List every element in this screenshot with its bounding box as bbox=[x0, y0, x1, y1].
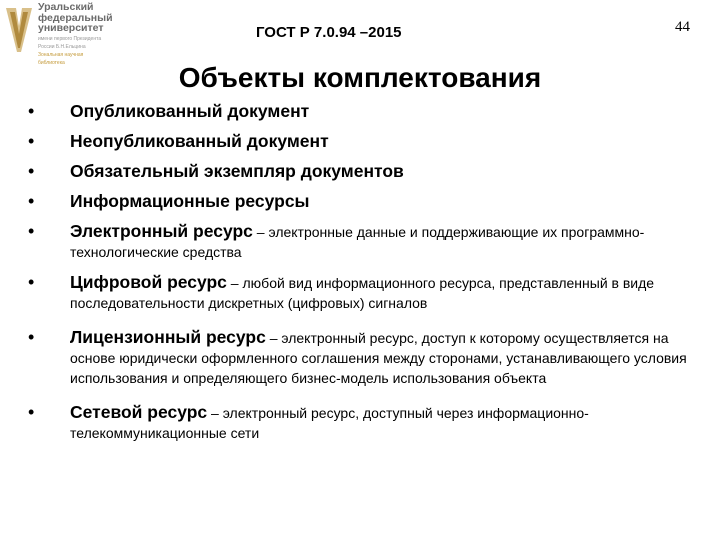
logo-name-line: Уральский bbox=[38, 1, 94, 13]
item-term: Лицензионный ресурс bbox=[70, 327, 266, 347]
list-item bbox=[28, 100, 698, 122]
logo-emblem-icon bbox=[4, 4, 34, 56]
item-term: Опубликованный документ bbox=[70, 101, 310, 121]
university-logo bbox=[4, 2, 134, 64]
item-separator: – bbox=[252, 224, 269, 240]
list-item bbox=[28, 220, 698, 262]
list-item bbox=[28, 130, 698, 152]
item-term: Обязательный экземпляр документов bbox=[70, 161, 404, 181]
list-item bbox=[28, 326, 698, 388]
item-term: Неопубликованный документ bbox=[70, 131, 329, 151]
item-definition: электронный ресурс, доступный через информационно-телекоммуникационные сети bbox=[70, 405, 589, 441]
logo-name-line: федеральный bbox=[38, 11, 113, 24]
logo-text bbox=[38, 2, 113, 66]
item-term: Цифровой ресурс bbox=[70, 272, 227, 292]
bullet-icon: • bbox=[28, 131, 35, 151]
logo-subtitle-line: имени первого Президента bbox=[38, 35, 102, 42]
item-definition: электронный ресурс, доступ к которому осуществляется на основе юридически оформленного соглашения между сторонами, устанавливающего условия использования и определяющего бизнес-модель использования объекта bbox=[70, 330, 687, 386]
item-term: Сетевой ресурс bbox=[70, 402, 208, 422]
bullet-icon: • bbox=[28, 327, 35, 347]
item-term: Информационные ресурсы bbox=[70, 191, 310, 211]
item-definition: электронные данные и поддерживающие их программно-технологические средства bbox=[70, 224, 645, 260]
slide-title: Объекты комплектования bbox=[178, 62, 542, 93]
bullet-icon: • bbox=[28, 161, 35, 181]
logo-name-line: университет bbox=[38, 22, 104, 34]
item-separator: – bbox=[226, 275, 243, 291]
bullet-icon: • bbox=[28, 272, 35, 292]
bullet-icon: • bbox=[28, 221, 35, 241]
list-item bbox=[28, 271, 698, 313]
header-title: ГОСТ Р 7.0.94 –2015 bbox=[256, 24, 402, 41]
item-definition: любой вид информационного ресурса, представленный в виде последовательности дискретных (цифровых) сигналов bbox=[70, 275, 655, 311]
bullet-icon: • bbox=[28, 402, 35, 422]
list-item bbox=[28, 160, 698, 182]
page-number: 44 bbox=[675, 19, 690, 35]
bullet-icon: • bbox=[28, 191, 35, 211]
bullet-list bbox=[28, 100, 698, 451]
logo-library-line: библиотека bbox=[38, 59, 65, 66]
bullet-icon: • bbox=[28, 101, 35, 121]
item-term: Электронный ресурс bbox=[70, 221, 253, 241]
list-item bbox=[28, 190, 698, 212]
item-separator: – bbox=[207, 405, 223, 421]
list-item bbox=[28, 401, 698, 443]
logo-subtitle-line: России Б.Н.Ельцина bbox=[38, 43, 86, 50]
item-separator: – bbox=[265, 330, 282, 346]
logo-library-line: Зональная научная bbox=[38, 51, 84, 58]
